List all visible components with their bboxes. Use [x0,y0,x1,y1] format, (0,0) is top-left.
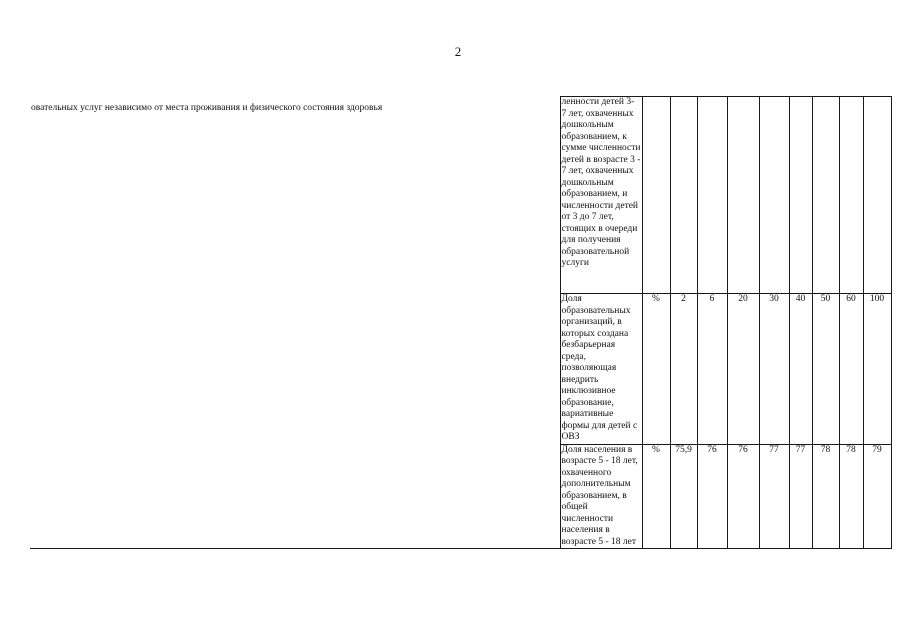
value-cell: 100 [863,294,891,445]
value-cell [670,97,697,294]
value-cell [839,97,863,294]
goal-text: овательных услуг независимо от места проживания и физического состояния здоровья [30,97,560,549]
value-cell: 20 [727,294,759,445]
value-cell: 77 [789,444,812,549]
value-cell [759,97,789,294]
indicator-cell: ленности детей 3- 7 лет, охваченных дошкольным образованием, к сумме численности детей в возрасте 3 - 7 лет, охваченных дошкольным образованием, и численности детей от 3 до 7 лет, стоящих в очереди для получения образовательной услуги [560,97,642,294]
value-cell: 77 [759,444,789,549]
unit-cell: % [642,444,670,549]
value-cell [812,97,839,294]
value-cell: 78 [839,444,863,549]
table-row [30,97,891,294]
value-cell: 76 [697,444,727,549]
value-cell: 79 [863,444,891,549]
value-cell: 60 [839,294,863,445]
unit-cell: % [642,294,670,445]
value-cell: 30 [759,294,789,445]
indicator-cell: Доля образовательных организаций, в которых создана безбарьерная среда, позволяющая внедрить инклюзивное образование, вариативные формы для детей с ОВЗ [560,294,642,445]
unit-cell [642,97,670,294]
value-cell: 6 [697,294,727,445]
value-cell [863,97,891,294]
value-cell: 2 [670,294,697,445]
value-cell: 75,9 [670,444,697,549]
value-cell: 50 [812,294,839,445]
value-cell [789,97,812,294]
value-cell: 78 [812,444,839,549]
indicators-table [30,96,892,549]
value-cell [727,97,759,294]
value-cell: 76 [727,444,759,549]
value-cell: 40 [789,294,812,445]
indicator-cell: Доля населения в возрасте 5 - 18 лет, охваченного дополнительным образованием, в общей численности населения в возрасте 5 - 18 лет [560,444,642,549]
value-cell [697,97,727,294]
page-number: 2 [454,44,462,59]
